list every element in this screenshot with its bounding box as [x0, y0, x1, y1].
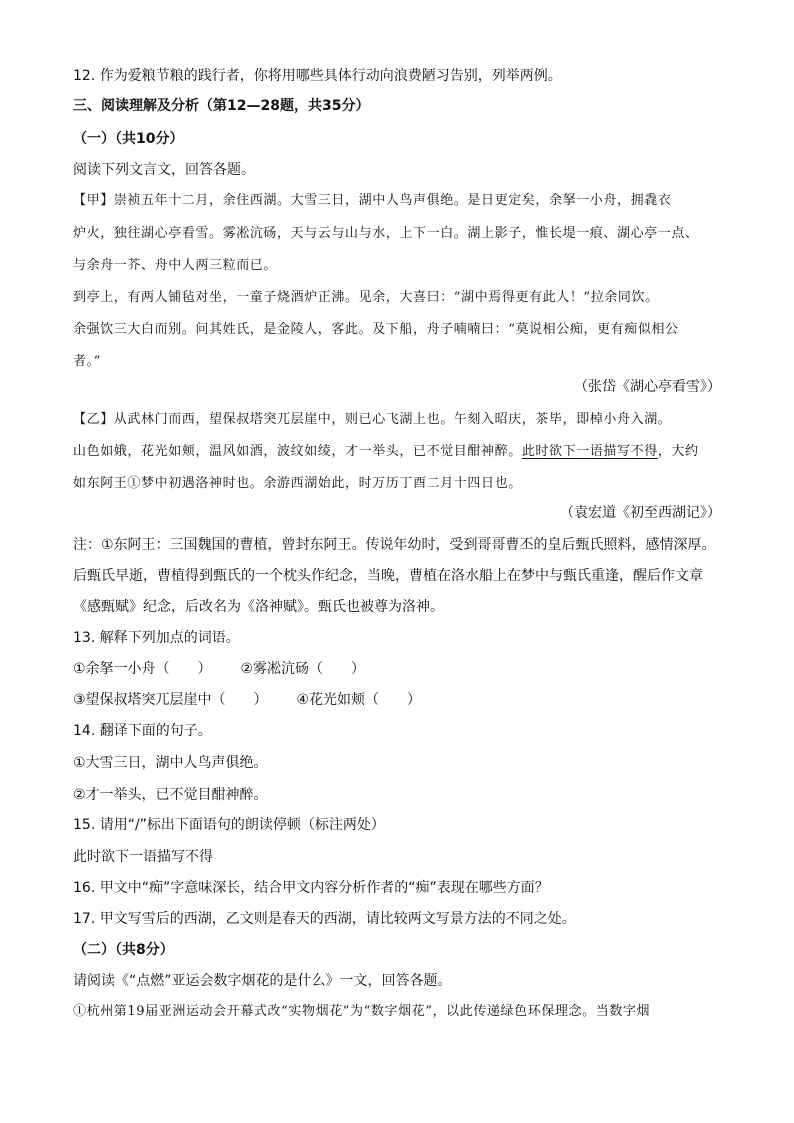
- footnote-line-1: 注：①东阿王：三国魏国的曹植，曾封东阿王。传说年幼时，受到哥哥曹丕的皇后甄氏照料，感情深厚。: [73, 537, 716, 553]
- question-13-row-2: [73, 690, 721, 710]
- question-13-row-1: [73, 659, 721, 679]
- passage-jia-line-5: 余强饮三大白而别。问其姓氏，是金陵人，客此。及下船，舟子喃喃曰：“莫说相公痴，更有痴似相公: [73, 322, 679, 337]
- passage-jia-line-2: 炉火，独往湖心亭看雪。雾凇沆砀，天与云与山与水，上下一白。湖上影子，惟长堤一痕、湖心亭一点、: [73, 226, 699, 241]
- footnote-line-2: 后甄氏早逝，曹植得到甄氏的一个枕头作纪念，当晚，曹植在洛水船上在梦中与甄氏重逢，醒后作文章: [73, 568, 703, 584]
- question-13-item-1: ①余拏一小舟（ ）: [73, 661, 212, 677]
- part-2-paragraph-1: ①杭州第19届亚洲运动会开幕式改“实物烟花”为“数字烟花”，以此传递绿色环保理念。当数字烟: [73, 1004, 651, 1019]
- question-15-sentence: 此时欲下一语描写不得: [73, 849, 213, 865]
- passage-jia-line-6: 者。”: [73, 354, 101, 369]
- question-15: 15. 请用“/”标出下面语句的朗读停顿（标注两处）: [73, 817, 385, 833]
- passage-yi-line-2-text: 山色如娥，花光如颊，温风如酒，波纹如绫，才一举头，已不觉目酣神醉。: [73, 444, 522, 459]
- part-1-heading: （一）（共10分）: [73, 131, 184, 147]
- question-14-item-1: ①大雪三日，湖中人鸟声俱绝。: [73, 755, 268, 771]
- passage-yi-line-3: 如东阿王①梦中初遇洛神时也。余游西湖始此，时万历丁酉二月十四日也。: [73, 476, 522, 491]
- passage-jia-source: （张岱《湖心亭看雪》）: [574, 379, 721, 395]
- question-16: 16. 甲文中“痴”字意味深长，结合甲文内容分析作者的“痴”表现在哪些方面？: [73, 880, 549, 896]
- passage-jia-line-3: 与余舟一芥、舟中人两三粒而已。: [73, 258, 278, 273]
- question-13-item-4: ④花光如颊（ ）: [296, 692, 422, 708]
- question-13-item-3: ③望保叔塔突兀层崖中（ ）: [73, 692, 268, 708]
- passage-yi-line-1: 【乙】从武林门而西，望保叔塔突兀层崖中，则已心飞湖上也。午刻入昭庆，茶毕，即棹小舟入湖。: [73, 412, 672, 427]
- passage-yi-line-2-end: ，大约: [657, 444, 699, 459]
- footnote-line-3: 《感甄赋》纪念，后改名为《洛神赋》。甄氏也被尊为洛神。: [73, 599, 444, 615]
- part-1-instruction: 阅读下列文言文，回答各题。: [73, 162, 255, 178]
- question-14-item-2: ②才一举头，已不觉目酣神醉。: [73, 787, 268, 803]
- passage-yi-line-2: [73, 442, 721, 462]
- section-3-heading: 三、阅读理解及分析（第12—28题，共35分）: [73, 98, 370, 114]
- question-13-item-2: ②雾凇沆砀（ ）: [240, 661, 366, 677]
- question-17: 17. 甲文写雪后的西湖，乙文则是春天的西湖，请比较两文写景方法的不同之处。: [73, 911, 576, 927]
- part-2-heading: （二）（共8分）: [73, 942, 174, 958]
- passage-yi-source: （袁宏道《初至西湖记》）: [560, 505, 721, 521]
- question-12: 12. 作为爱粮节粮的践行者，你将用哪些具体行动向浪费陋习告别，列举两例。: [73, 68, 562, 84]
- underlined-sentence: 此时欲下一语描写不得: [521, 444, 658, 459]
- part-2-instruction: 请阅读《“点燃”亚运会数字烟花的是什么》一文，回答各题。: [73, 973, 452, 989]
- passage-jia-line-1: 【甲】崇祯五年十二月，余住西湖。大雪三日，湖中人鸟声俱绝。是日更定矣，余拏一小舟，拥毳衣: [73, 193, 672, 208]
- question-13: 13. 解释下列加点的词语。: [73, 630, 240, 646]
- question-14: 14. 翻译下面的句子。: [73, 723, 212, 739]
- passage-jia-line-4: 到亭上，有两人铺毡对坐，一童子烧酒炉正沸。见余，大喜曰：“湖中焉得更有此人！”拉余同饮。: [73, 290, 659, 305]
